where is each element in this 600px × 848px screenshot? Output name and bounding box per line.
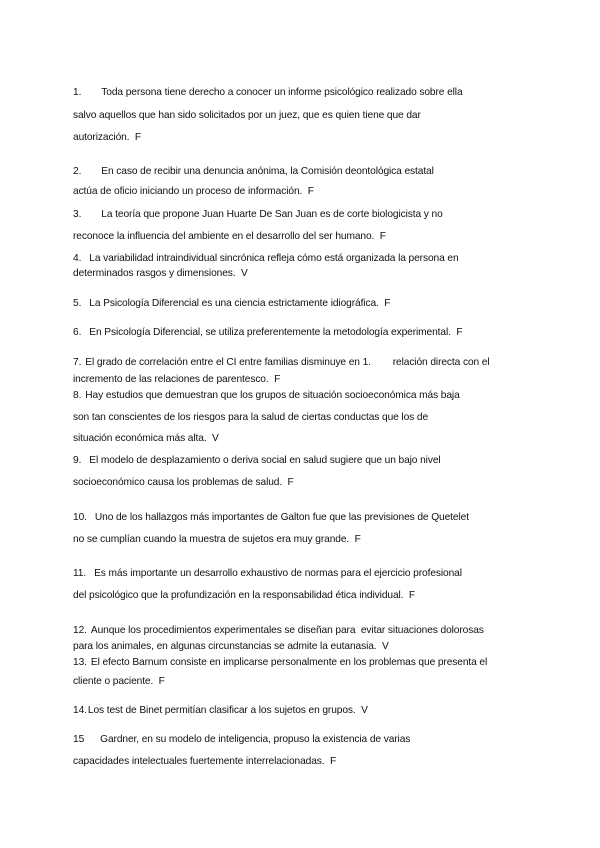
question-7-text: El grado de correlación entre el CI entre familias disminuye en 1. relación directa con el <box>85 357 490 368</box>
question-13-line-1 <box>73 657 487 669</box>
question-12-number: 12. <box>73 625 87 636</box>
question-14-line-1 <box>73 705 368 717</box>
question-11-line-1 <box>73 568 462 580</box>
question-8-line-3: situación económica más alta. V <box>73 433 219 444</box>
question-4-number: 4. <box>73 253 82 264</box>
question-3-text: La teoría que propone Juan Huarte De San Juan es de corte biologicista y no <box>101 209 443 220</box>
question-1-line-2: salvo aquellos que han sido solicitados por un juez, que es quien tiene que dar <box>73 110 421 121</box>
question-13-number: 13. <box>73 657 87 668</box>
question-4-line-1 <box>73 253 459 265</box>
question-10-line-1 <box>73 512 469 524</box>
question-6-text: En Psicología Diferencial, se utiliza preferentemente la metodología experimental. F <box>89 327 463 338</box>
question-11-number: 11. <box>73 568 87 579</box>
question-4-line-2: determinados rasgos y dimensiones. V <box>73 268 248 279</box>
question-7-number: 7. <box>73 357 82 368</box>
question-12-line-2: para los animales, en algunas circunstancias se admite la eutanasia. V <box>73 641 389 652</box>
question-8-text: Hay estudios que demuestran que los grupos de situación socioeconómica más baja <box>85 390 460 401</box>
question-8-line-2: son tan conscientes de los riesgos para la salud de ciertas conductas que los de <box>73 412 429 423</box>
question-13-line-2: cliente o paciente. F <box>73 676 165 687</box>
question-4-text: La variabilidad intraindividual sincrónica refleja cómo está organizada la persona en <box>89 253 459 264</box>
question-2-text: En caso de recibir una denuncia anónima, la Comisión deontológica estatal <box>101 166 434 177</box>
question-1-line-1 <box>73 87 463 99</box>
question-15-text: Gardner, en su modelo de inteligencia, propuso la existencia de varias <box>100 734 411 745</box>
question-5-line-1 <box>73 298 390 310</box>
question-12-text: Aunque los procedimientos experimentales se diseñan para evitar situaciones dolorosas <box>90 625 484 636</box>
question-3-line-1 <box>73 209 443 221</box>
question-7-line-1 <box>73 357 490 369</box>
question-15-number: 15 <box>73 734 85 745</box>
question-14-text: Los test de Binet permitían clasificar a los sujetos en grupos. V <box>87 705 368 716</box>
question-11-text: Es más importante un desarrollo exhaustivo de normas para el ejercicio profesional <box>94 568 462 579</box>
question-2-line-2: actúa de oficio iniciando un proceso de información. F <box>73 186 314 197</box>
question-6-number: 6. <box>73 327 82 338</box>
question-1-text: Toda persona tiene derecho a conocer un informe psicológico realizado sobre ella <box>101 87 463 98</box>
question-6-line-1 <box>73 327 462 339</box>
question-14-number: 14. <box>73 705 87 716</box>
question-8-number: 8. <box>73 390 82 401</box>
question-10-text: Uno de los hallazgos más importantes de Galton fue que las previsiones de Quetelet <box>94 512 469 523</box>
question-2-line-1 <box>73 166 434 178</box>
question-12-line-1 <box>73 625 484 637</box>
question-8-line-1 <box>73 390 460 402</box>
question-9-line-1 <box>73 455 441 467</box>
question-10-line-2: no se cumplían cuando la muestra de sujetos era muy grande. F <box>73 534 361 545</box>
question-2-number: 2. <box>73 166 82 177</box>
question-5-number: 5. <box>73 298 82 309</box>
question-3-line-2: reconoce la influencia del ambiente en el desarrollo del ser humano. F <box>73 231 386 242</box>
question-11-line-2: del psicológico que la profundización en la responsabilidad ética individual. F <box>73 590 415 601</box>
question-9-line-2: socioeconómico causa los problemas de salud. F <box>73 477 294 488</box>
question-13-text: El efecto Barnum consiste en implicarse personalmente en los problemas que presenta el <box>90 657 488 668</box>
question-15-line-2: capacidades intelectuales fuertemente interrelacionadas. F <box>73 756 337 767</box>
question-3-number: 3. <box>73 209 82 220</box>
question-5-text: La Psicología Diferencial es una ciencia estrictamente idiográfica. F <box>89 298 391 309</box>
question-1-line-3: autorización. F <box>73 132 142 143</box>
question-10-number: 10. <box>73 512 87 523</box>
question-9-text: El modelo de desplazamiento o deriva social en salud sugiere que un bajo nivel <box>89 455 441 466</box>
question-15-line-1 <box>73 734 410 746</box>
question-9-number: 9. <box>73 455 82 466</box>
question-1-number: 1. <box>73 87 82 98</box>
question-7-line-2: incremento de las relaciones de parentesco. F <box>73 374 281 385</box>
